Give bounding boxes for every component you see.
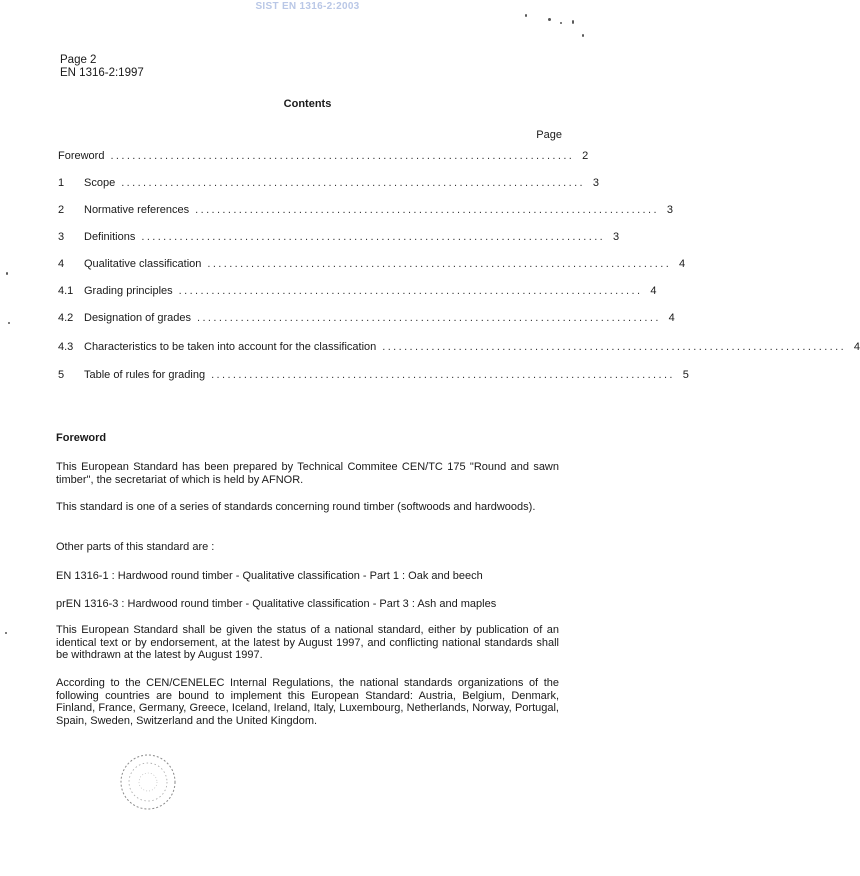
toc-leader-dots: ..................................................................................... <box>197 312 661 324</box>
toc-entry-qualitative-classification <box>58 258 686 272</box>
foreword-paragraph: This European Standard shall be given the status of a national standard, either by publication of an identical text or by endorsement, at the latest by August 1997, and conflicting national standards shall be withdrawn at the latest by August 1997. <box>56 624 559 661</box>
toc-number: 4.2 <box>58 312 74 324</box>
scan-speck <box>582 34 584 37</box>
scan-speck <box>8 322 10 324</box>
watermark: SIST EN 1316-2:2003 <box>255 1 360 12</box>
toc-entry-foreword <box>58 150 589 164</box>
toc-label: Qualitative classification <box>84 258 202 270</box>
toc-page-number: 3 <box>613 231 620 243</box>
toc-entry-grading-principles <box>58 285 657 299</box>
toc-leader-dots: ..................................................................................... <box>195 204 659 216</box>
toc-number: 1 <box>58 177 65 189</box>
related-part-3: prEN 1316-3 : Hardwood round timber - Qualitative classification - Part 3 : Ash and maples <box>56 598 497 610</box>
scan-speck <box>560 22 562 24</box>
toc-page-number: 2 <box>582 150 589 162</box>
toc-label: Table of rules for grading <box>84 369 206 381</box>
toc-number: 3 <box>58 231 65 243</box>
toc-leader-dots: ..................................................................................... <box>110 150 575 162</box>
toc-entry-table-of-rules <box>58 369 689 383</box>
foreword-paragraph: According to the CEN/CENELEC Internal Regulations, the national standards organizations of the following countries are bound to implement this European Standard: Austria, Belgium, Denmark, Finland, France, Germany, Greece, Iceland, Ireland, Italy, Luxembourg, Netherlands, Norway, Portugal, Spain, Sweden, Switzerland and the United Kingdom. <box>56 677 559 727</box>
toc-entry-normative-references <box>58 204 673 218</box>
toc-label: Grading principles <box>84 285 173 297</box>
toc-page-number: 4 <box>650 285 657 297</box>
toc-page-number: 3 <box>592 177 599 189</box>
toc-label: Designation of grades <box>84 312 192 324</box>
standard-id: EN 1316-2:1997 <box>60 67 144 79</box>
foreword-paragraph: This standard is one of a series of standards concerning round timber (softwoods and hardwoods). <box>56 501 536 513</box>
toc-label: Scope <box>84 177 116 189</box>
toc-label: Normative references <box>84 204 190 216</box>
toc-leader-dots: ..................................................................................... <box>141 231 606 243</box>
toc-entry-characteristics <box>58 341 860 355</box>
page-number: Page 2 <box>60 54 97 66</box>
toc-entry-designation-of-grades <box>58 312 675 326</box>
toc-page-number: 4 <box>679 258 686 270</box>
toc-number: 5 <box>58 369 65 381</box>
toc-number: 4.3 <box>58 341 74 353</box>
toc-label: Definitions <box>84 231 136 243</box>
toc-entry-definitions <box>58 231 620 245</box>
toc-label: Characteristics to be taken into account for the classification <box>84 341 377 353</box>
toc-page-number: 4 <box>668 312 675 324</box>
scan-speck <box>572 20 574 24</box>
toc-leader-dots: ..................................................................................... <box>211 369 675 381</box>
toc-label: Foreword <box>58 150 105 162</box>
related-part-1: EN 1316-1 : Hardwood round timber - Qualitative classification - Part 1 : Oak and beech <box>56 570 483 582</box>
contents-title: Contents <box>283 98 332 110</box>
scan-speck <box>5 632 7 634</box>
toc-leader-dots: ..................................................................................... <box>382 341 847 353</box>
toc-leader-dots: ..................................................................................... <box>178 285 643 297</box>
toc-leader-dots: ..................................................................................... <box>121 177 585 189</box>
official-seal-stamp <box>118 752 178 812</box>
foreword-heading: Foreword <box>56 432 107 444</box>
toc-entry-scope <box>58 177 599 191</box>
foreword-paragraph: Other parts of this standard are : <box>56 541 215 553</box>
toc-number: 4.1 <box>58 285 74 297</box>
page-column-label: Page <box>536 129 562 141</box>
toc-number: 4 <box>58 258 65 270</box>
scan-speck <box>525 14 527 17</box>
toc-page-number: 3 <box>666 204 673 216</box>
scan-speck <box>6 272 8 275</box>
toc-page-number: 4 <box>853 341 860 353</box>
toc-page-number: 5 <box>682 369 689 381</box>
foreword-paragraph: This European Standard has been prepared by Technical Commitee CEN/TC 175 "Round and sawn timber", the secretariat of which is held by AFNOR. <box>56 461 559 486</box>
scan-speck <box>548 18 551 21</box>
toc-leader-dots: ..................................................................................... <box>207 258 672 270</box>
toc-number: 2 <box>58 204 65 216</box>
